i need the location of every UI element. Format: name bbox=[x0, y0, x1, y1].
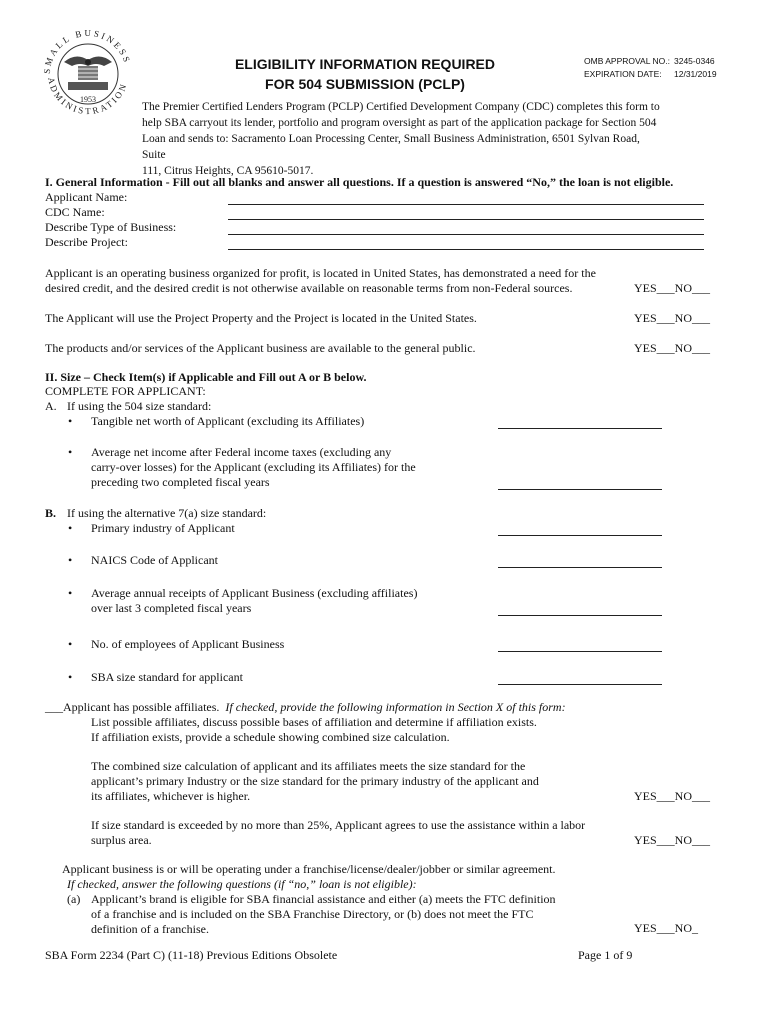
yes-no-labor-surplus[interactable]: YES___NO___ bbox=[634, 833, 711, 847]
bullet-icon: • bbox=[68, 670, 73, 684]
field-label-business-type: Describe Type of Business: bbox=[45, 220, 177, 234]
sba-seal-logo bbox=[38, 22, 138, 122]
size-standard-label: SBA size standard for applicant bbox=[91, 670, 243, 684]
field-label-applicant-name: Applicant Name: bbox=[45, 190, 128, 204]
omb-info bbox=[584, 55, 717, 81]
footer-form-id: SBA Form 2234 (Part C) (11-18) Previous Editions Obsolete bbox=[45, 948, 338, 962]
franchise-question: Applicant business is or will be operating under a franchise/license/dealer/jobber or similar agreement. bbox=[62, 862, 556, 876]
question-general-public: The products and/or services of the Applicant business are available to the general public. bbox=[45, 341, 476, 355]
option-a-text: If using the 504 size standard: bbox=[67, 399, 212, 413]
naics-code-field[interactable] bbox=[498, 566, 662, 568]
complete-for-applicant: COMPLETE FOR APPLICANT: bbox=[45, 384, 206, 398]
option-a-label: A. bbox=[45, 399, 57, 413]
question-project-property: The Applicant will use the Project Property and the Project is located in the United States. bbox=[45, 311, 477, 325]
applicant-name-field[interactable] bbox=[228, 203, 704, 205]
field-label-project: Describe Project: bbox=[45, 235, 128, 249]
yes-no-project-property[interactable]: YES___NO___ bbox=[634, 311, 711, 325]
cdc-name-field[interactable] bbox=[228, 218, 704, 220]
yes-no-combined-size[interactable]: YES___NO___ bbox=[634, 789, 711, 803]
section-1-heading: I. General Information - Fill out all blanks and answer all questions. If a question is answered “No,” the loan is not eligible. bbox=[45, 175, 674, 189]
primary-industry-field[interactable] bbox=[498, 534, 662, 536]
employees-field[interactable] bbox=[498, 650, 662, 652]
tangible-net-worth-field[interactable] bbox=[498, 427, 662, 429]
yes-no-operating-business[interactable]: YES___NO___ bbox=[634, 281, 711, 295]
average-net-income-label: Average net income after Federal income taxes (excluding any carry-over losses) for the Applicant (excluding its Affiliates) for the preceding two completed fiscal years bbox=[91, 445, 416, 489]
combined-size-text: The combined size calculation of applicant and its affiliates meets the size standard for the applicant’s primary Industry or the size standard for the primary industry of the applicant and its affiliates, whichever is higher. bbox=[91, 759, 539, 803]
affiliates-instructions: List possible affiliates, discuss possible bases of affiliation and determine if affiliation exists. If affiliation exists, provide a schedule showing combined size calculation. bbox=[91, 715, 537, 744]
affiliates-checkbox[interactable]: ___ bbox=[45, 700, 63, 714]
average-receipts-label: Average annual receipts of Applicant Business (excluding affiliates) over last 3 completed fiscal years bbox=[91, 586, 418, 615]
average-net-income-field[interactable] bbox=[498, 488, 662, 490]
tangible-net-worth-label: Tangible net worth of Applicant (excluding its Affiliates) bbox=[91, 414, 365, 428]
question-operating-business: Applicant is an operating business organized for profit, is located in United States, has demonstrated a need for the desired credit, and the desired credit is not otherwise available on reasonable terms from non-Federal sources. bbox=[45, 266, 596, 295]
franchise-a-text: Applicant’s brand is eligible for SBA financial assistance and either (a) meets the FTC definition of a franchise and is included on the SBA Franchise Directory, or (b) does not meet the FTC definition of a franchise. bbox=[91, 892, 556, 936]
expiration-label: EXPIRATION DATE: bbox=[584, 69, 662, 79]
omb-label: OMB APPROVAL NO.: bbox=[584, 56, 670, 66]
title-line-1: ELIGIBILITY INFORMATION REQUIRED bbox=[234, 56, 496, 72]
seal-year: 1953 bbox=[80, 95, 96, 104]
bullet-icon: • bbox=[68, 553, 73, 567]
business-type-field[interactable] bbox=[228, 233, 704, 235]
bullet-icon: • bbox=[68, 445, 73, 459]
bullet-icon: • bbox=[68, 414, 73, 428]
option-b-label: B. bbox=[45, 506, 57, 520]
affiliates-question: ___Applicant has possible affiliates. If checked, provide the following information in Section X of this form: bbox=[45, 700, 566, 714]
expiration-value: 12/31/2019 bbox=[674, 69, 717, 79]
bullet-icon: • bbox=[68, 637, 73, 651]
naics-code-label: NAICS Code of Applicant bbox=[91, 553, 218, 567]
bullet-icon: • bbox=[68, 521, 73, 535]
omb-value: 3245-0346 bbox=[674, 56, 715, 66]
size-standard-field[interactable] bbox=[498, 683, 662, 685]
footer-page-number: Page 1 of 9 bbox=[578, 948, 633, 962]
section-2-heading: II. Size – Check Item(s) if Applicable and Fill out A or B below. bbox=[45, 370, 367, 384]
form-title bbox=[180, 54, 550, 94]
labor-surplus-text: If size standard is exceeded by no more than 25%, Applicant agrees to use the assistance within a labor surplus area. bbox=[91, 818, 586, 847]
bullet-icon: • bbox=[68, 586, 73, 600]
franchise-instruction: If checked, answer the following questions (if “no,” loan is not eligible): bbox=[67, 877, 417, 891]
intro-paragraph: The Premier Certified Lenders Program (PCLP) Certified Development Company (CDC) completes this form to help SBA carryout its lender, portfolio and program oversight as part of the application package for Section 504 Loan and sends to: Sacramento Loan Processing Center, Small Business Administration, 6501 Sylvan Road, Suite 111, Citrus Heights, CA 95610-5017. bbox=[142, 101, 660, 177]
franchise-a-label: (a) bbox=[67, 892, 81, 906]
project-description-field[interactable] bbox=[228, 248, 704, 250]
field-label-cdc-name: CDC Name: bbox=[45, 205, 105, 219]
title-line-2: FOR 504 SUBMISSION (PCLP) bbox=[265, 76, 465, 92]
employees-label: No. of employees of Applicant Business bbox=[91, 637, 285, 651]
average-receipts-field[interactable] bbox=[498, 614, 662, 616]
seal-bottom-text: ADMINISTRATION bbox=[45, 76, 130, 117]
yes-no-franchise[interactable]: YES___NO_ bbox=[634, 921, 699, 935]
seal-top-text: SMALL BUSINESS bbox=[41, 27, 133, 75]
yes-no-general-public[interactable]: YES___NO___ bbox=[634, 341, 711, 355]
option-b-text: If using the alternative 7(a) size standard: bbox=[67, 506, 267, 520]
primary-industry-label: Primary industry of Applicant bbox=[91, 521, 235, 535]
